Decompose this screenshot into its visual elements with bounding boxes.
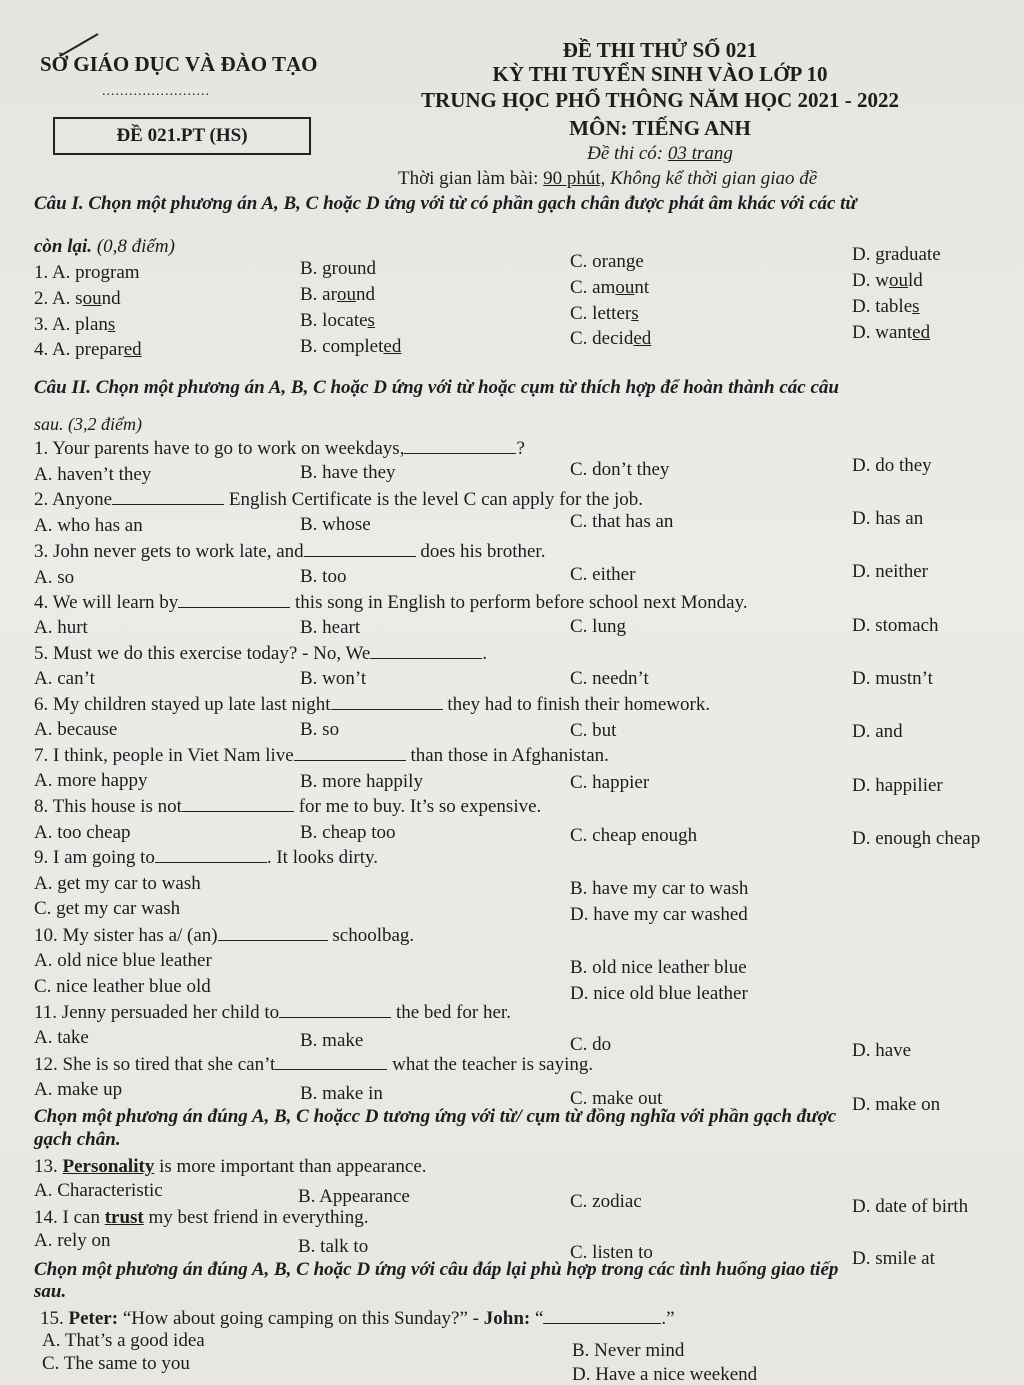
s1-q2-b	[300, 284, 375, 306]
s2-q4-stem	[34, 592, 748, 614]
s2-q11-d: D. have	[852, 1040, 912, 1061]
s2-q1-c: C. don’t they	[570, 459, 670, 480]
s1-q4-d-underline: ed	[912, 322, 931, 343]
s2-q7-stem	[34, 745, 609, 767]
s2-q2-c: C. that has an	[570, 511, 674, 532]
s1-q2-d-underline: ou	[888, 270, 908, 291]
s1-q4-b-pre: B. complet	[300, 336, 384, 357]
s2-q2-stem-post: English Certificate is the level C can apply for the job.	[224, 489, 644, 510]
s2-q4-d: D. stomach	[852, 615, 939, 636]
exam-subtitle: KỲ THI TUYỂN SINH VÀO LỚP 10	[492, 62, 828, 86]
s2-q6-d: D. and	[852, 721, 903, 742]
s1-q2-a-pre: 2. A. s	[34, 288, 83, 309]
s1-q2-c-underline: ou	[615, 277, 635, 298]
s2-q13-underlined: Personality	[62, 1156, 155, 1177]
s2-q15-speaker2-text: “	[530, 1308, 544, 1329]
s2-q15-end: .”	[661, 1308, 675, 1329]
s1-q2-a-post: nd	[101, 288, 121, 309]
s1-q2-a	[34, 288, 121, 310]
answer-blank	[543, 1309, 661, 1324]
subject: MÔN: TIẾNG ANH	[569, 116, 751, 140]
s1-q3-b	[300, 310, 375, 332]
s2-q6-stem	[34, 694, 710, 716]
time-limit	[398, 168, 817, 190]
section1-title2: còn lại.	[34, 236, 93, 257]
s2-q5-stem-post: .	[482, 643, 488, 664]
section1-title: Câu I. Chọn một phương án A, B, C hoặc D ứng với từ có phần gạch chân được phát âm khác với các từ	[34, 193, 857, 214]
answer-blank	[279, 1003, 391, 1018]
s2-q7-d: D. happilier	[852, 775, 943, 796]
s2-q8-b: B. cheap too	[300, 822, 396, 843]
s2-q11-stem-pre: 11. Jenny persuaded her child to	[34, 1002, 280, 1023]
s1-q2-d-post: ld	[907, 270, 923, 291]
answer-blank	[304, 542, 416, 557]
s2-q4-b: B. heart	[300, 617, 361, 638]
s2-q8-stem-post: for me to buy. It’s so expensive.	[293, 796, 542, 817]
s2-q14-d: D. smile at	[852, 1248, 935, 1269]
s2-q13-a: A. Characteristic	[34, 1180, 163, 1201]
s1-q2-c-pre: C. am	[570, 277, 616, 298]
exam-code-box: ĐỀ 021.PT (HS)	[53, 117, 311, 155]
department-name: SỞ GIÁO DỤC VÀ ĐÀO TẠO	[40, 52, 318, 76]
answer-blank	[155, 848, 267, 863]
s2-q15-num: 15.	[40, 1308, 69, 1329]
s2-q4-stem-pre: 4. We will learn by	[34, 592, 179, 613]
section2-title: Câu II. Chọn một phương án A, B, C hoặc D ứng với từ hoặc cụm từ thích hợp để hoàn thành các câu	[34, 377, 839, 398]
s2-q1-a: A. haven’t they	[34, 464, 152, 485]
s2-q5-c: C. needn’t	[570, 668, 649, 689]
s2-q11-c: C. do	[570, 1034, 612, 1055]
s1-q4-d-pre: D. want	[852, 322, 913, 343]
s2-q15-speaker1: Peter:	[68, 1308, 119, 1329]
time-label: Thời gian làm bài:	[398, 168, 544, 189]
answer-blank	[370, 644, 482, 659]
s2-q13-pre: 13.	[34, 1156, 63, 1177]
s2-q15-speaker2: John:	[483, 1308, 531, 1329]
s2-q7-b: B. more happily	[300, 771, 423, 792]
s2-q4-c: C. lung	[570, 616, 626, 637]
s1-q4-a	[34, 339, 142, 361]
s2-q14-a: A. rely on	[34, 1230, 111, 1251]
s2-q13-d: D. date of birth	[852, 1196, 969, 1217]
s2-q15-speaker1-text: “How about going camping on this Sunday?” -	[118, 1308, 484, 1329]
s1-q2-b-underline: ou	[336, 284, 356, 305]
s2-q14-underlined: trust	[104, 1207, 144, 1228]
answer-blank	[182, 797, 294, 812]
s2-q12-stem-pre: 12. She is so tired that she can’t	[34, 1054, 276, 1075]
s2-q5-stem	[34, 643, 487, 665]
s1-q1-d: D. graduate	[852, 244, 941, 265]
s1-q3-a	[34, 314, 115, 336]
section1-title-cont	[34, 236, 175, 258]
s2-q7-stem-post: than those in Afghanistan.	[405, 745, 609, 766]
s2-q2-stem	[34, 489, 643, 511]
s2-q7-c: C. happier	[570, 772, 650, 793]
s1-q1-a: 1. A. program	[34, 262, 140, 283]
s1-q2-d-pre: D. w	[852, 270, 889, 291]
s2-q14-c: C. listen to	[570, 1242, 653, 1263]
s2-q7-a: A. more happy	[34, 770, 148, 791]
s2-q3-b: B. too	[300, 566, 347, 587]
s1-q1-b: B. ground	[300, 258, 376, 279]
section1-points: (0,8 điểm)	[92, 236, 175, 257]
s2-q15-a: A. That’s a good idea	[42, 1330, 205, 1351]
synonym-title: Chọn một phương án đúng A, B, C hoặcc D tương ứng với từ/ cụm từ đồng nghĩa với phần gạch được	[34, 1106, 837, 1127]
s2-q12-d: D. make on	[852, 1094, 941, 1115]
s2-q11-stem-post: the bed for her.	[391, 1002, 511, 1023]
s2-q10-a: A. old nice blue leather	[34, 950, 212, 971]
s1-q4-a-underline: ed	[123, 339, 142, 360]
answer-blank	[112, 490, 224, 505]
answer-blank	[294, 746, 406, 761]
s2-q1-stem-pre: 1. Your parents have to go to work on weekdays,	[34, 438, 405, 459]
s2-q13-c: C. zodiac	[570, 1191, 642, 1212]
s1-q3-c-pre: C. letter	[570, 303, 632, 324]
s1-q1-c: C. orange	[570, 251, 644, 272]
s2-q10-stem-post: schoolbag.	[327, 925, 415, 946]
s1-q3-c	[570, 303, 639, 325]
s2-q1-stem	[34, 438, 525, 460]
s1-q2-c-post: nt	[634, 277, 650, 298]
page-count	[380, 143, 940, 165]
response-title-cont: sau.	[34, 1281, 67, 1302]
s2-q9-stem-pre: 9. I am going to	[34, 847, 155, 868]
s1-q3-d	[852, 296, 920, 318]
s1-q2-a-underline: ou	[82, 288, 102, 309]
s2-q2-stem-pre: 2. Anyone	[34, 489, 113, 510]
s2-q12-stem-post: what the teacher is saying.	[387, 1054, 594, 1075]
s2-q6-c: C. but	[570, 720, 617, 741]
s2-q4-a: A. hurt	[34, 617, 88, 638]
s1-q4-b	[300, 336, 401, 358]
s2-q5-a: A. can’t	[34, 668, 95, 689]
s2-q6-stem-post: they had to finish their homework.	[442, 694, 711, 715]
s1-q4-d	[852, 322, 930, 344]
s2-q8-d: D. enough cheap	[852, 828, 981, 849]
page-count-label: Đề thi có:	[587, 143, 668, 164]
s2-q12-c: C. make out	[570, 1088, 663, 1109]
s1-q2-c	[570, 277, 649, 299]
s2-q14-post: my best friend in everything.	[143, 1207, 369, 1228]
s2-q9-d: D. have my car washed	[570, 904, 748, 925]
s2-q1-d: D. do they	[852, 455, 932, 476]
school-year: TRUNG HỌC PHỔ THÔNG NĂM HỌC 2021 - 2022	[421, 88, 899, 112]
exam-title: ĐỀ THI THỬ SỐ 021	[562, 38, 758, 62]
answer-blank	[218, 926, 328, 941]
s2-q3-stem-pre: 3. John never gets to work late, and	[34, 541, 304, 562]
s2-q11-b: B. make	[300, 1030, 364, 1051]
s2-q5-stem-pre: 5. Must we do this exercise today? - No, We	[34, 643, 371, 664]
s2-q8-stem-pre: 8. This house is not	[34, 796, 182, 817]
s2-q6-b: B. so	[300, 719, 340, 740]
s2-q10-stem-pre: 10. My sister has a/ (an)	[34, 925, 218, 946]
s2-q3-stem	[34, 541, 545, 563]
s2-q15-stem	[40, 1308, 675, 1330]
s2-q5-d: D. mustn’t	[852, 668, 933, 689]
s2-q10-d: D. nice old blue leather	[570, 983, 748, 1004]
s1-q4-c	[570, 328, 651, 350]
s2-q14-b: B. talk to	[298, 1236, 369, 1257]
s2-q9-stem	[34, 847, 378, 869]
s1-q3-b-underline: s	[367, 310, 375, 331]
s2-q3-c: C. either	[570, 564, 636, 585]
s2-q9-a: A. get my car to wash	[34, 873, 201, 894]
s1-q2-b-pre: B. ar	[300, 284, 337, 305]
s2-q14-stem	[34, 1207, 369, 1229]
synonym-title-cont: gạch chân.	[34, 1129, 121, 1150]
s2-q7-stem-pre: 7. I think, people in Viet Nam live	[34, 745, 294, 766]
s2-q3-stem-post: does his brother.	[415, 541, 546, 562]
s2-q8-a: A. too cheap	[34, 822, 131, 843]
s2-q5-b: B. won’t	[300, 668, 367, 689]
s2-q9-stem-post: . It looks dirty.	[266, 847, 379, 868]
s2-q10-b: B. old nice leather blue	[570, 957, 747, 978]
s2-q2-a: A. who has an	[34, 515, 143, 536]
answer-blank	[331, 695, 443, 710]
s2-q15-c: C. The same to you	[42, 1353, 190, 1374]
s1-q4-c-pre: C. decid	[570, 328, 634, 349]
s2-q15-d: D. Have a nice weekend	[572, 1364, 758, 1385]
s2-q13-stem	[34, 1156, 427, 1178]
s1-q3-d-pre: D. table	[852, 296, 913, 317]
s2-q6-stem-pre: 6. My children stayed up late last night	[34, 694, 331, 715]
s2-q3-a: A. so	[34, 567, 75, 588]
s1-q3-a-underline: s	[107, 314, 116, 335]
s2-q8-c: C. cheap enough	[570, 825, 698, 846]
s1-q4-b-underline: ed	[383, 336, 402, 357]
answer-blank	[178, 593, 290, 608]
s2-q8-stem	[34, 796, 541, 818]
s1-q2-d	[852, 270, 923, 292]
s1-q3-d-underline: s	[912, 296, 920, 317]
s1-q4-c-underline: ed	[633, 328, 652, 349]
s2-q2-b: B. whose	[300, 514, 371, 535]
s2-q12-a: A. make up	[34, 1079, 123, 1100]
s2-q10-stem	[34, 925, 414, 947]
s2-q1-b: B. have they	[300, 462, 396, 483]
s2-q1-stem-post: ?	[516, 438, 525, 459]
department-dots: ........................	[102, 84, 210, 99]
s1-q4-a-pre: 4. A. prepar	[34, 339, 124, 360]
s2-q15-b: B. Never mind	[572, 1340, 685, 1361]
s2-q3-d: D. neither	[852, 561, 928, 582]
answer-blank	[404, 439, 516, 454]
response-title: Chọn một phương án đúng A, B, C hoặc D ứng với câu đáp lại phù hợp trong các tình huống giao tiếp	[34, 1259, 839, 1280]
time-value: 90 phút,	[543, 168, 606, 189]
s2-q9-c: C. get my car wash	[34, 898, 181, 919]
s1-q3-b-pre: B. locate	[300, 310, 368, 331]
s2-q12-stem	[34, 1054, 593, 1076]
page-count-value: 03 trang	[667, 143, 733, 164]
s2-q10-c: C. nice leather blue old	[34, 976, 211, 997]
s2-q12-b: B. make in	[300, 1083, 383, 1104]
s1-q2-b-post: nd	[355, 284, 375, 305]
s2-q11-a: A. take	[34, 1027, 89, 1048]
answer-blank	[275, 1055, 387, 1070]
s2-q4-stem-post: this song in English to perform before school next Monday.	[290, 592, 748, 613]
s1-q3-c-underline: s	[631, 303, 639, 324]
section2-title-cont: sau. (3,2 điểm)	[34, 414, 142, 434]
s1-q3-a-pre: 3. A. plan	[34, 314, 108, 335]
s2-q13-post: is more important than appearance.	[154, 1156, 427, 1177]
s2-q13-b: B. Appearance	[298, 1186, 410, 1207]
s2-q2-d: D. has an	[852, 508, 924, 529]
s2-q9-b: B. have my car to wash	[570, 878, 749, 899]
s2-q11-stem	[34, 1002, 511, 1024]
time-note: Không kể thời gian giao đề	[605, 168, 818, 189]
s2-q14-pre: 14. I can	[34, 1207, 105, 1228]
s2-q6-a: A. because	[34, 719, 118, 740]
